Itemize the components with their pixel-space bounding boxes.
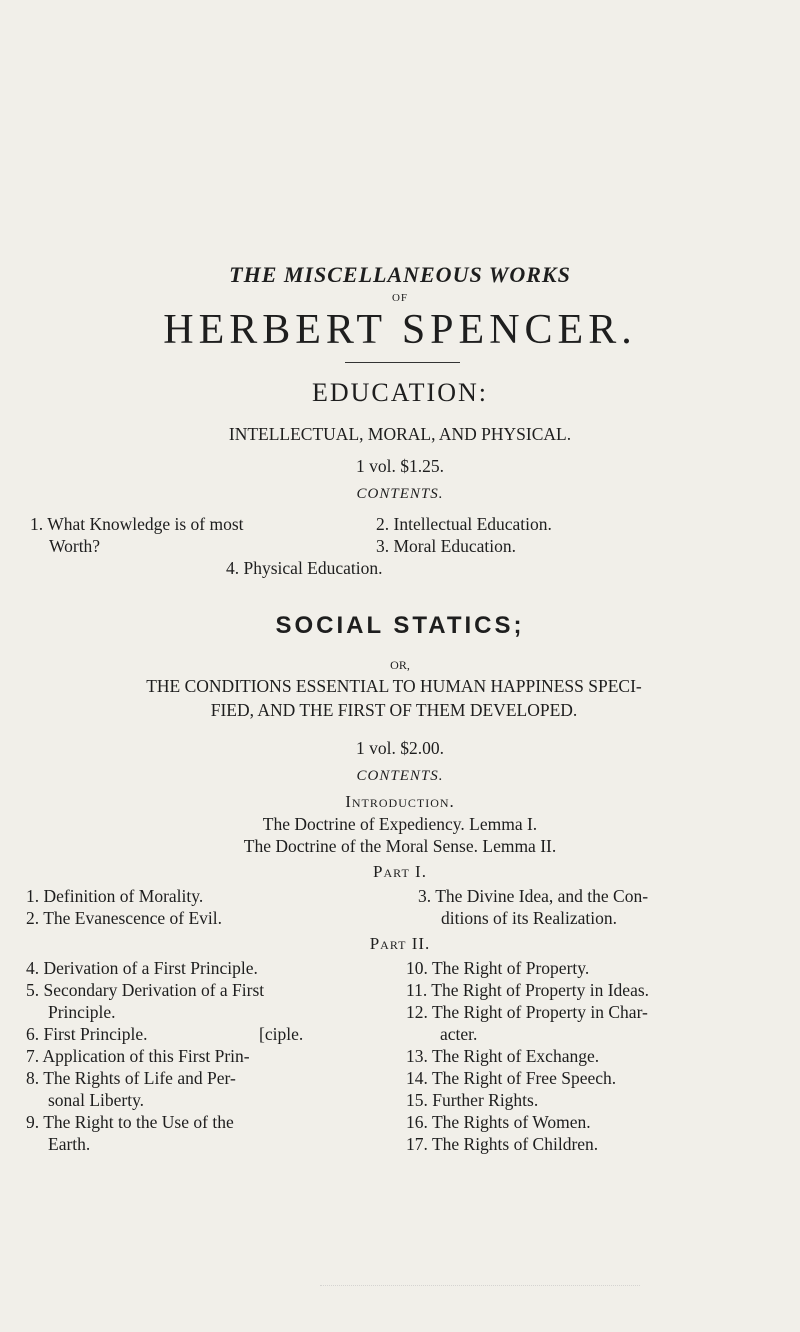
part-1-label: Part I.	[373, 862, 427, 881]
series-title: THE MISCELLANEOUS WORKS	[229, 262, 571, 287]
intro-line-1: The Doctrine of Expediency. Lemma I.	[262, 814, 538, 834]
part-2-label: Part II.	[369, 934, 431, 953]
item-number: 6.	[26, 1024, 40, 1044]
item-text: The Divine Idea, and the Con-	[435, 886, 649, 906]
part-2-item	[406, 1002, 648, 1023]
part-2-item	[26, 1112, 234, 1133]
social-statics-subtitle-2: FIED, AND THE FIRST OF THEM DEVELOPED.	[210, 700, 578, 720]
part-2-item	[406, 1112, 591, 1133]
item-text: Application of this First Prin-	[42, 1046, 250, 1066]
item-number: 17.	[406, 1134, 428, 1154]
item-number: 2.	[26, 908, 40, 928]
part-2-item	[26, 958, 258, 979]
item-text: The Right of Property in Char-	[431, 1002, 648, 1022]
item-number: 3.	[418, 886, 432, 906]
education-item-1-cont: Worth?	[49, 536, 101, 556]
part-2-item	[26, 980, 264, 1001]
part-1-item	[418, 886, 648, 907]
social-statics-contents-label: CONTENTS.	[356, 768, 444, 784]
part-2-item	[406, 980, 649, 1001]
education-item-3	[376, 536, 516, 557]
part-2-item	[406, 958, 589, 979]
introduction-label: Introduction.	[345, 792, 455, 811]
item-text: Physical Education.	[243, 558, 383, 578]
item-number: 3.	[376, 536, 390, 556]
part-2-item	[26, 1024, 148, 1045]
author-name: HERBERT SPENCER.	[163, 307, 637, 353]
item-text: The Evanescence of Evil.	[43, 908, 222, 928]
item-number: 14.	[406, 1068, 428, 1088]
part-2-item-cont: Principle.	[48, 1002, 116, 1022]
part-2-item	[406, 1090, 538, 1111]
item-number: 12.	[406, 1002, 428, 1022]
item-text: The Rights of Life and Per-	[43, 1068, 236, 1088]
item-text: Secondary Derivation of a First	[43, 980, 265, 1000]
divider-rule	[345, 362, 460, 363]
of-label: OF	[391, 292, 409, 304]
part-2-item	[406, 1046, 599, 1067]
item-number: 1.	[26, 886, 40, 906]
part-2-item-cont: sonal Liberty.	[48, 1090, 145, 1110]
part-1-item	[26, 886, 203, 907]
item-text: The Right of Exchange.	[431, 1046, 600, 1066]
social-statics-subtitle-1: THE CONDITIONS ESSENTIAL TO HUMAN HAPPINESS SPECI-	[146, 676, 642, 696]
item-text: Intellectual Education.	[393, 514, 552, 534]
part-2-item	[26, 1068, 236, 1089]
item-number: 10.	[406, 958, 428, 978]
education-subtitle: INTELLECTUAL, MORAL, AND PHYSICAL.	[228, 424, 572, 444]
part-1-item	[26, 908, 222, 929]
part-2-item-cont: acter.	[440, 1024, 478, 1044]
education-item-1	[30, 514, 244, 535]
item-number: 16.	[406, 1112, 428, 1132]
item-number: 5.	[26, 980, 40, 1000]
item-text: First Principle.	[43, 1024, 148, 1044]
social-statics-title: SOCIAL STATICS;	[275, 612, 525, 639]
item-text: The Right to the Use of the	[43, 1112, 234, 1132]
item-number: 15.	[406, 1090, 428, 1110]
item-text: Moral Education.	[393, 536, 516, 556]
part-2-item	[406, 1134, 598, 1155]
item-text: Further Rights.	[432, 1090, 539, 1110]
item-number: 1.	[30, 514, 44, 534]
part-2-item	[406, 1068, 616, 1089]
education-price: 1 vol. $1.25.	[356, 456, 444, 476]
education-item-2	[376, 514, 552, 535]
item-number: 13.	[406, 1046, 428, 1066]
education-contents-label: CONTENTS.	[356, 486, 444, 502]
item-number: 8.	[26, 1068, 40, 1088]
bleed-through-specks	[320, 1285, 640, 1292]
part-2-item-aside: [ciple.	[259, 1024, 304, 1044]
intro-line-2: The Doctrine of the Moral Sense. Lemma II.	[243, 836, 557, 856]
item-number: 4.	[226, 558, 240, 578]
part-2-item-cont: Earth.	[48, 1134, 91, 1154]
item-text: The Right of Free Speech.	[431, 1068, 617, 1088]
item-text: Definition of Morality.	[43, 886, 204, 906]
education-item-4	[226, 558, 383, 579]
item-number: 2.	[376, 514, 390, 534]
item-number: 4.	[26, 958, 40, 978]
education-title: EDUCATION:	[312, 378, 488, 407]
item-number: 7.	[26, 1046, 40, 1066]
item-text: What Knowledge is of most	[47, 514, 244, 534]
social-statics-price: 1 vol. $2.00.	[356, 738, 444, 758]
item-text: The Rights of Children.	[431, 1134, 599, 1154]
item-text: The Rights of Women.	[431, 1112, 591, 1132]
item-text: Derivation of a First Principle.	[43, 958, 258, 978]
part-1-item-cont: ditions of its Realization.	[441, 908, 617, 928]
item-number: 11.	[406, 980, 428, 1000]
or-label: OR,	[390, 658, 410, 672]
item-text: The Right of Property.	[431, 958, 590, 978]
part-2-item	[26, 1046, 250, 1067]
item-number: 9.	[26, 1112, 40, 1132]
item-text: The Right of Property in Ideas.	[431, 980, 650, 1000]
